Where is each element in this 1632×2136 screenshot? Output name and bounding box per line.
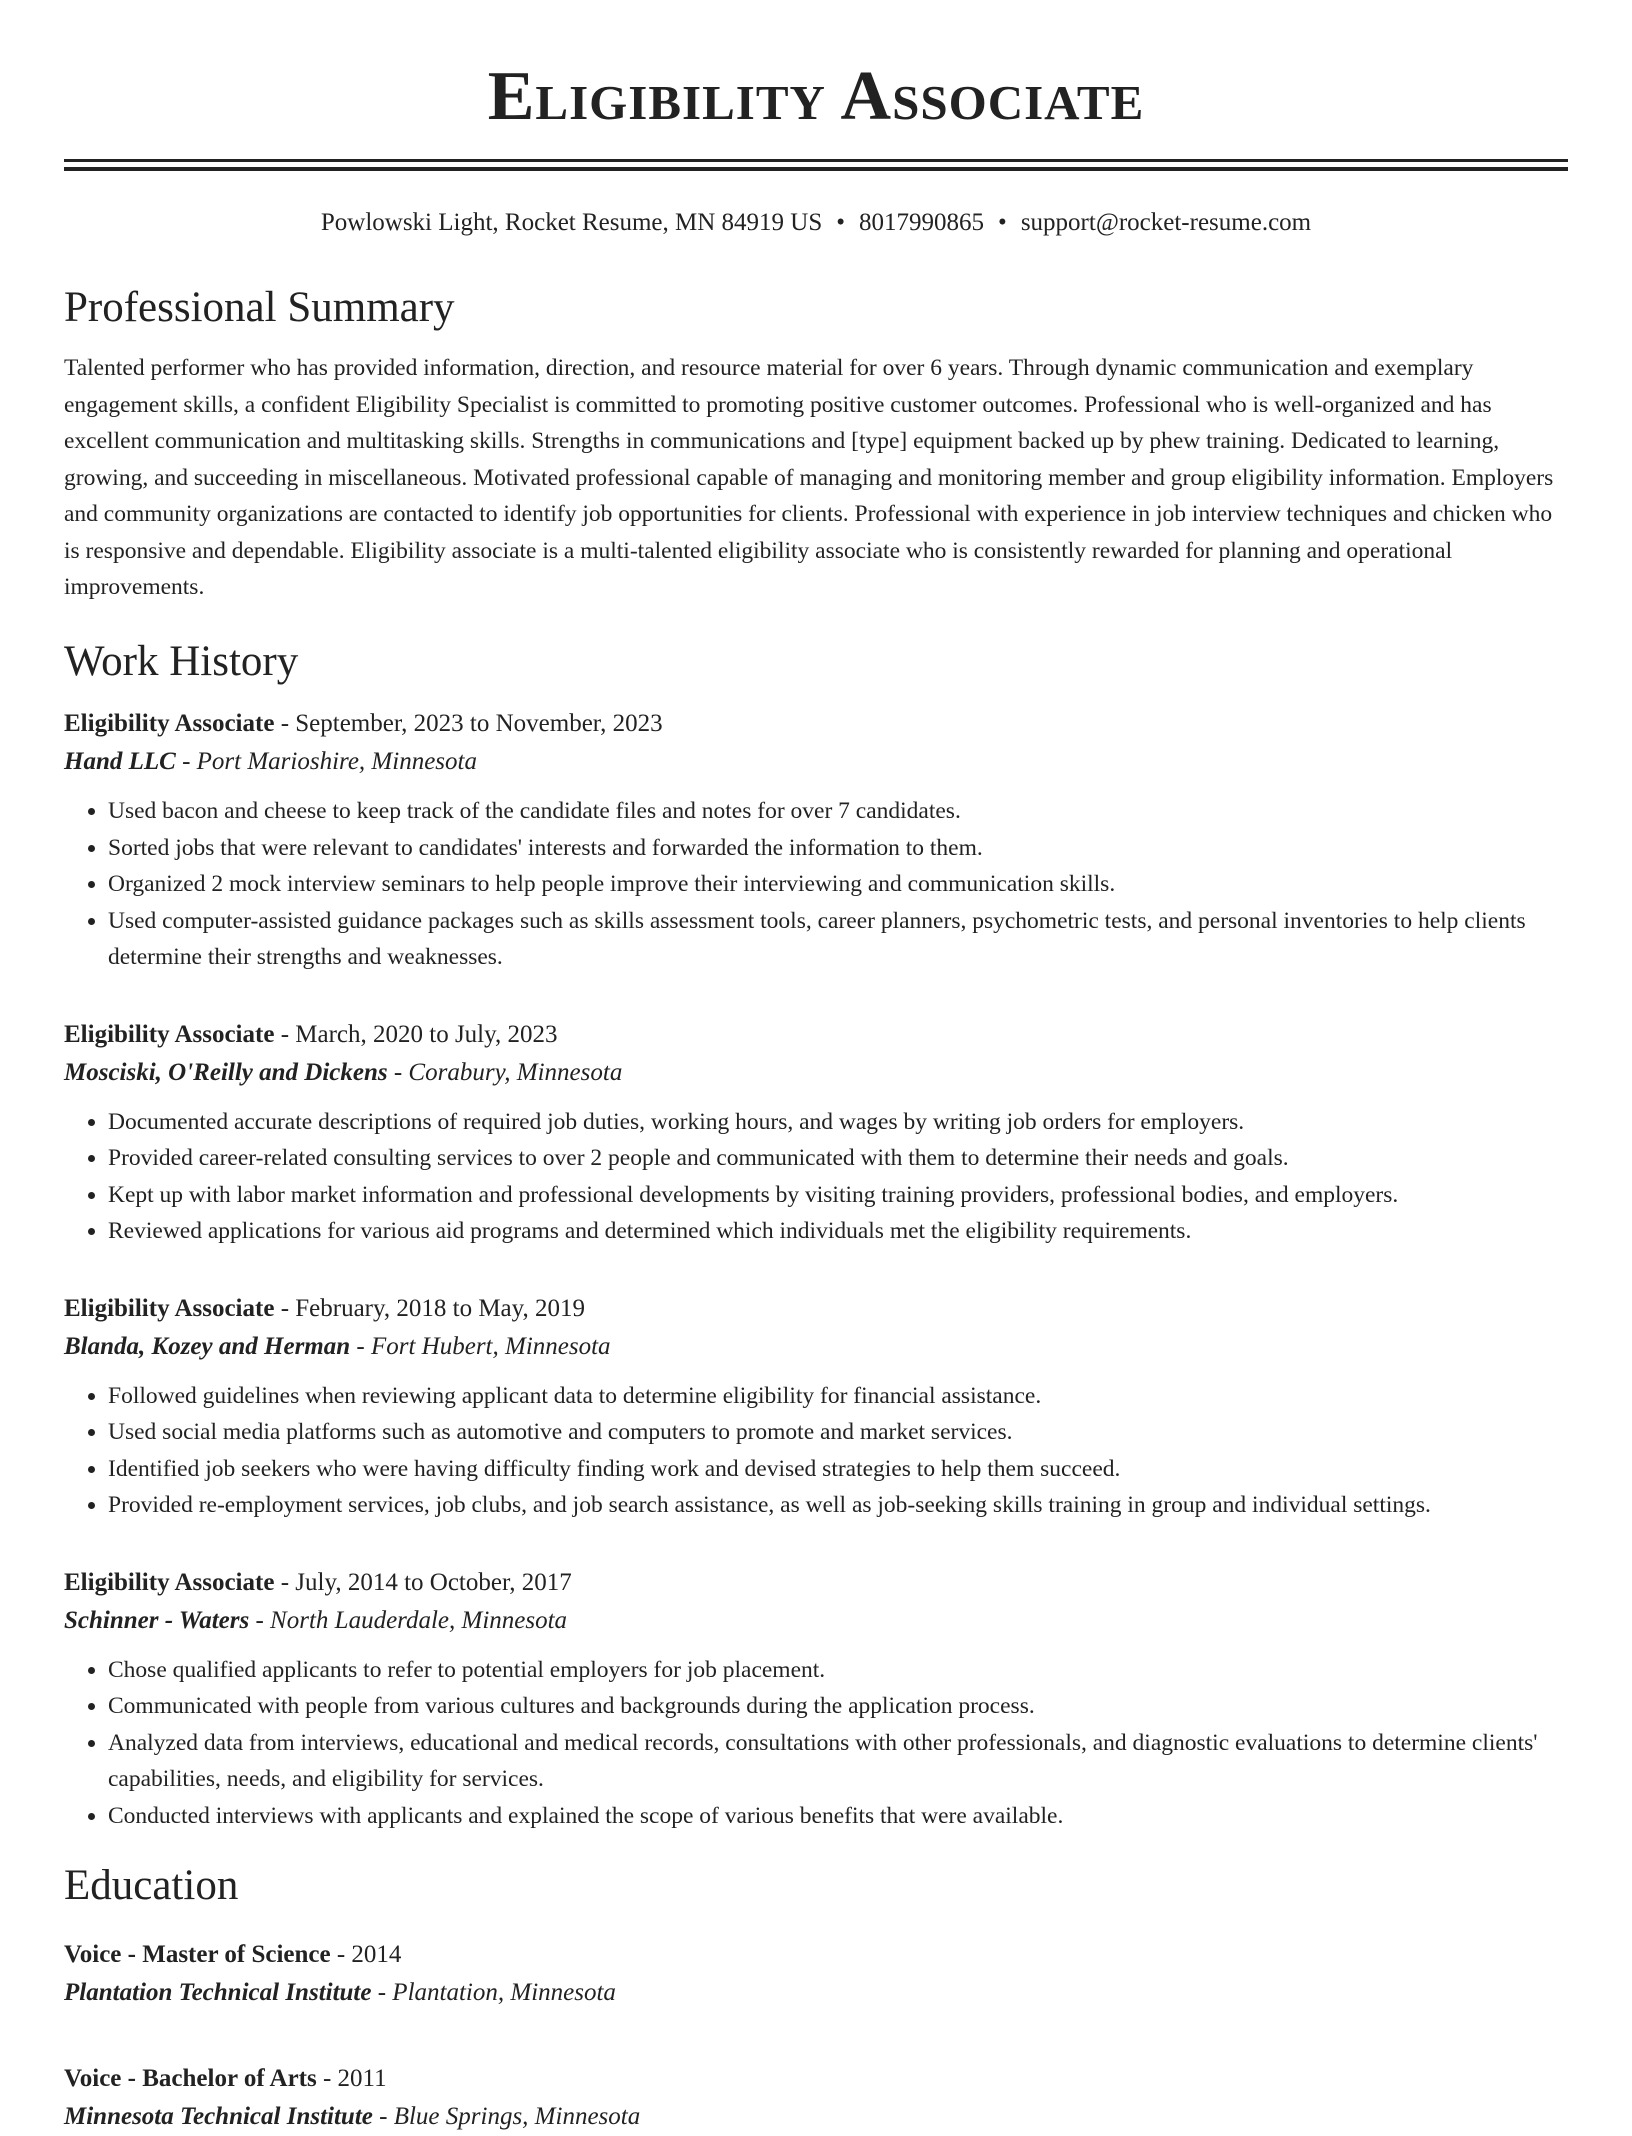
education-degree: Voice - Bachelor of Arts (64, 2064, 317, 2092)
job-company: Blanda, Kozey and Herman (64, 1332, 351, 1360)
job-bullet: • Organized 2 mock interview seminars to help people improve their interviewing and communication skills. (108, 866, 1568, 903)
job-dates: - February, 2018 to May, 2019 (274, 1294, 586, 1322)
job-location: - Fort Hubert, Minnesota (350, 1332, 611, 1360)
job-bullet: • Followed guidelines when reviewing applicant data to determine eligibility for financial assistance. (108, 1378, 1568, 1415)
job-dates: - March, 2020 to July, 2023 (274, 1020, 558, 1048)
education-section-title: Education (64, 1862, 239, 1910)
job-company-line (64, 1328, 1568, 1366)
job-dates: - September, 2023 to November, 2023 (274, 710, 663, 738)
job-dates: - July, 2014 to October, 2017 (274, 1568, 572, 1596)
job-role-line (64, 1290, 1568, 1328)
contact-address: Powlowski Light, Rocket Resume, MN 84919 US (320, 209, 823, 236)
header-double-rule (64, 159, 1568, 171)
job-location: - Corabury, Minnesota (387, 1058, 623, 1086)
job-bullet-list (64, 1104, 1568, 1250)
education-school: Minnesota Technical Institute (64, 2102, 373, 2130)
education-location: - Plantation, Minnesota (371, 1978, 616, 2006)
job-entry (64, 1290, 1568, 1524)
contact-separator: • (998, 209, 1007, 236)
education-school: Plantation Technical Institute (64, 1978, 372, 2006)
education-degree: Voice - Master of Science (64, 1940, 331, 1968)
job-location: - North Lauderdale, Minnesota (249, 1606, 568, 1634)
job-bullet: • Communicated with people from various cultures and backgrounds during the application process. (108, 1688, 1568, 1725)
job-company-line (64, 1054, 1568, 1092)
job-entry (64, 1016, 1568, 1250)
job-bullet: • Kept up with labor market information and professional developments by visiting training providers, professional bodies, and employers. (108, 1177, 1568, 1214)
job-bullet-list (64, 793, 1568, 976)
job-bullet: • Analyzed data from interviews, educational and medical records, consultations with other professionals, and diagnostic evaluations to determine clients' capabilities, needs, and eligibility for services. (108, 1725, 1568, 1798)
job-bullet: • Identified job seekers who were having difficulty finding work and devised strategies to help them succeed. (108, 1451, 1568, 1488)
contact-line (64, 207, 1568, 240)
job-bullet: • Sorted jobs that were relevant to candidates' interests and forwarded the information to them. (108, 830, 1568, 867)
summary-text: Talented performer who has provided information, direction, and resource material for over 6 years. Through dynamic communication and exemplary engagement skills, a confident Eligibility Specialist is committed to promoting positive customer outcomes. Professional who is well-organized and has excellent communication and multitasking skills. Strengths in communications and [type] equipment backed up by phew training. Dedicated to learning, growing, and succeeding in miscellaneous. Motivated professional capable of managing and monitoring member and group eligibility information. Employers and community organizations are contacted to identify job opportunities for clients. Professional with experience in job interview techniques and chicken who is responsive and dependable. Eligibility associate is a multi-talented eligibility associate who is consistently rewarded for planning and operational improvements. (64, 355, 1554, 601)
job-bullet: • Used computer-assisted guidance packages such as skills assessment tools, career planners, psychometric tests, and personal inventories to help clients determine their strengths and weaknesses. (108, 903, 1568, 976)
job-company: Mosciski, O'Reilly and Dickens (64, 1058, 388, 1086)
education-location: - Blue Springs, Minnesota (372, 2102, 641, 2130)
job-bullet: • Provided re-employment services, job clubs, and job search assistance, as well as job-seeking skills training in group and individual settings. (108, 1487, 1568, 1524)
education-entry (64, 2060, 1568, 2136)
education-year: - 2011 (316, 2064, 387, 2092)
education-entry (64, 1936, 1568, 2012)
job-entry (64, 1564, 1568, 1835)
job-bullet: • Provided career-related consulting services to over 2 people and communicated with them to determine their needs and goals. (108, 1140, 1568, 1177)
job-company-line (64, 743, 1568, 781)
job-role-line (64, 705, 1568, 743)
job-company: Schinner - Waters (64, 1606, 250, 1634)
job-company-line (64, 1602, 1568, 1640)
job-company: Hand LLC (64, 748, 176, 776)
contact-phone: 8017990865 (859, 209, 985, 236)
education-school-line (64, 1974, 1568, 2012)
job-role-line (64, 1016, 1568, 1054)
job-bullet: • Reviewed applications for various aid programs and determined which individuals met the eligibility requirements. (108, 1213, 1568, 1250)
job-role: Eligibility Associate (64, 1568, 275, 1596)
job-bullet-list (64, 1652, 1568, 1835)
job-bullet: • Used social media platforms such as automotive and computers to promote and market services. (108, 1414, 1568, 1451)
job-role: Eligibility Associate (64, 1020, 275, 1048)
contact-separator: • (836, 209, 846, 236)
work-history-section-title: Work History (64, 637, 299, 685)
education-degree-line (64, 1936, 1568, 1974)
resume-name-heading: Eligibility Associate (487, 58, 1145, 135)
job-role: Eligibility Associate (64, 710, 275, 738)
job-location: - Port Marioshire, Minnesota (175, 748, 477, 776)
job-bullet: • Used bacon and cheese to keep track of the candidate files and notes for over 7 candidates. (108, 793, 1568, 830)
education-year: - 2014 (330, 1940, 402, 1968)
contact-email: support@rocket-resume.com (1020, 209, 1312, 236)
education-degree-line (64, 2060, 1568, 2098)
job-role-line (64, 1564, 1568, 1602)
education-school-line (64, 2098, 1568, 2136)
job-bullet-list (64, 1378, 1568, 1524)
job-bullet: • Documented accurate descriptions of required job duties, working hours, and wages by writing job orders for employers. (108, 1104, 1568, 1141)
job-entry (64, 705, 1568, 976)
summary-section-title: Professional Summary (64, 283, 455, 331)
job-bullet: • Chose qualified applicants to refer to potential employers for job placement. (108, 1652, 1568, 1689)
job-role: Eligibility Associate (64, 1294, 275, 1322)
job-bullet: • Conducted interviews with applicants and explained the scope of various benefits that were available. (108, 1798, 1568, 1835)
